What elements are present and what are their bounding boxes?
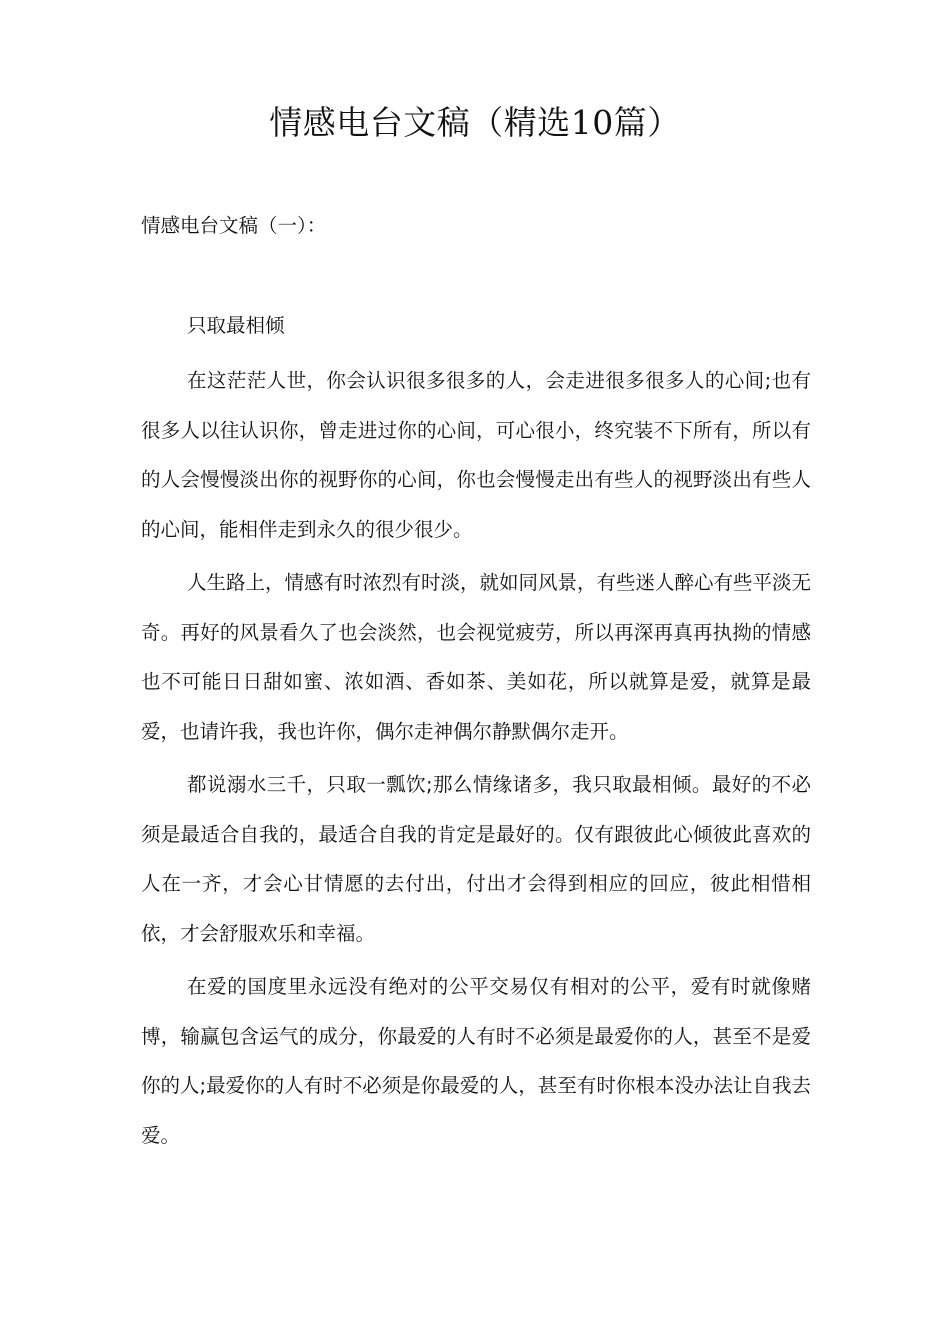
article-body (141, 356, 811, 1164)
document-title: 情感电台文稿（精选10篇） (269, 103, 681, 142)
body-paragraph: 都说溺水三千，只取一瓢饮;那么情缘诸多，我只取最相倾。最好的不必须是最适合自我的，最适合自我的肯定是最好的。仅有跟彼此心倾彼此喜欢的人在一齐，才会心甘情愿的去付出，付出才会得到相应的回应，彼此相惜相依，才会舒服欢乐和幸福。 (141, 773, 811, 945)
section-heading: 情感电台文稿（一）： (141, 214, 327, 237)
article-title: 只取最相倾 (187, 314, 285, 337)
body-paragraph: 在这茫茫人世，你会认识很多很多的人，会走进很多很多人的心间;也有很多人以往认识你，曾走进过你的心间，可心很小，终究装不下所有，所以有的人会慢慢淡出你的视野你的心间，你也会慢慢走出有些人的视野淡出有些人的心间，能相伴走到永久的很少很少。 (141, 369, 811, 541)
body-paragraph: 在爱的国度里永远没有绝对的公平交易仅有相对的公平，爱有时就像赌博，输赢包含运气的成分，你最爱的人有时不必须是最爱你的人，甚至不是爱你的人;最爱你的人有时不必须是你最爱的人，甚至有时你根本没办法让自我去爱。 (141, 975, 811, 1147)
body-paragraph: 人生路上，情感有时浓烈有时淡，就如同风景，有些迷人醉心有些平淡无奇。再好的风景看久了也会淡然，也会视觉疲劳，所以再深再真再执拗的情感也不可能日日甜如蜜、浓如酒、香如茶、美如花，所以就算是爱，就算是最爱，也请许我，我也许你，偶尔走神偶尔静默偶尔走开。 (141, 571, 812, 743)
